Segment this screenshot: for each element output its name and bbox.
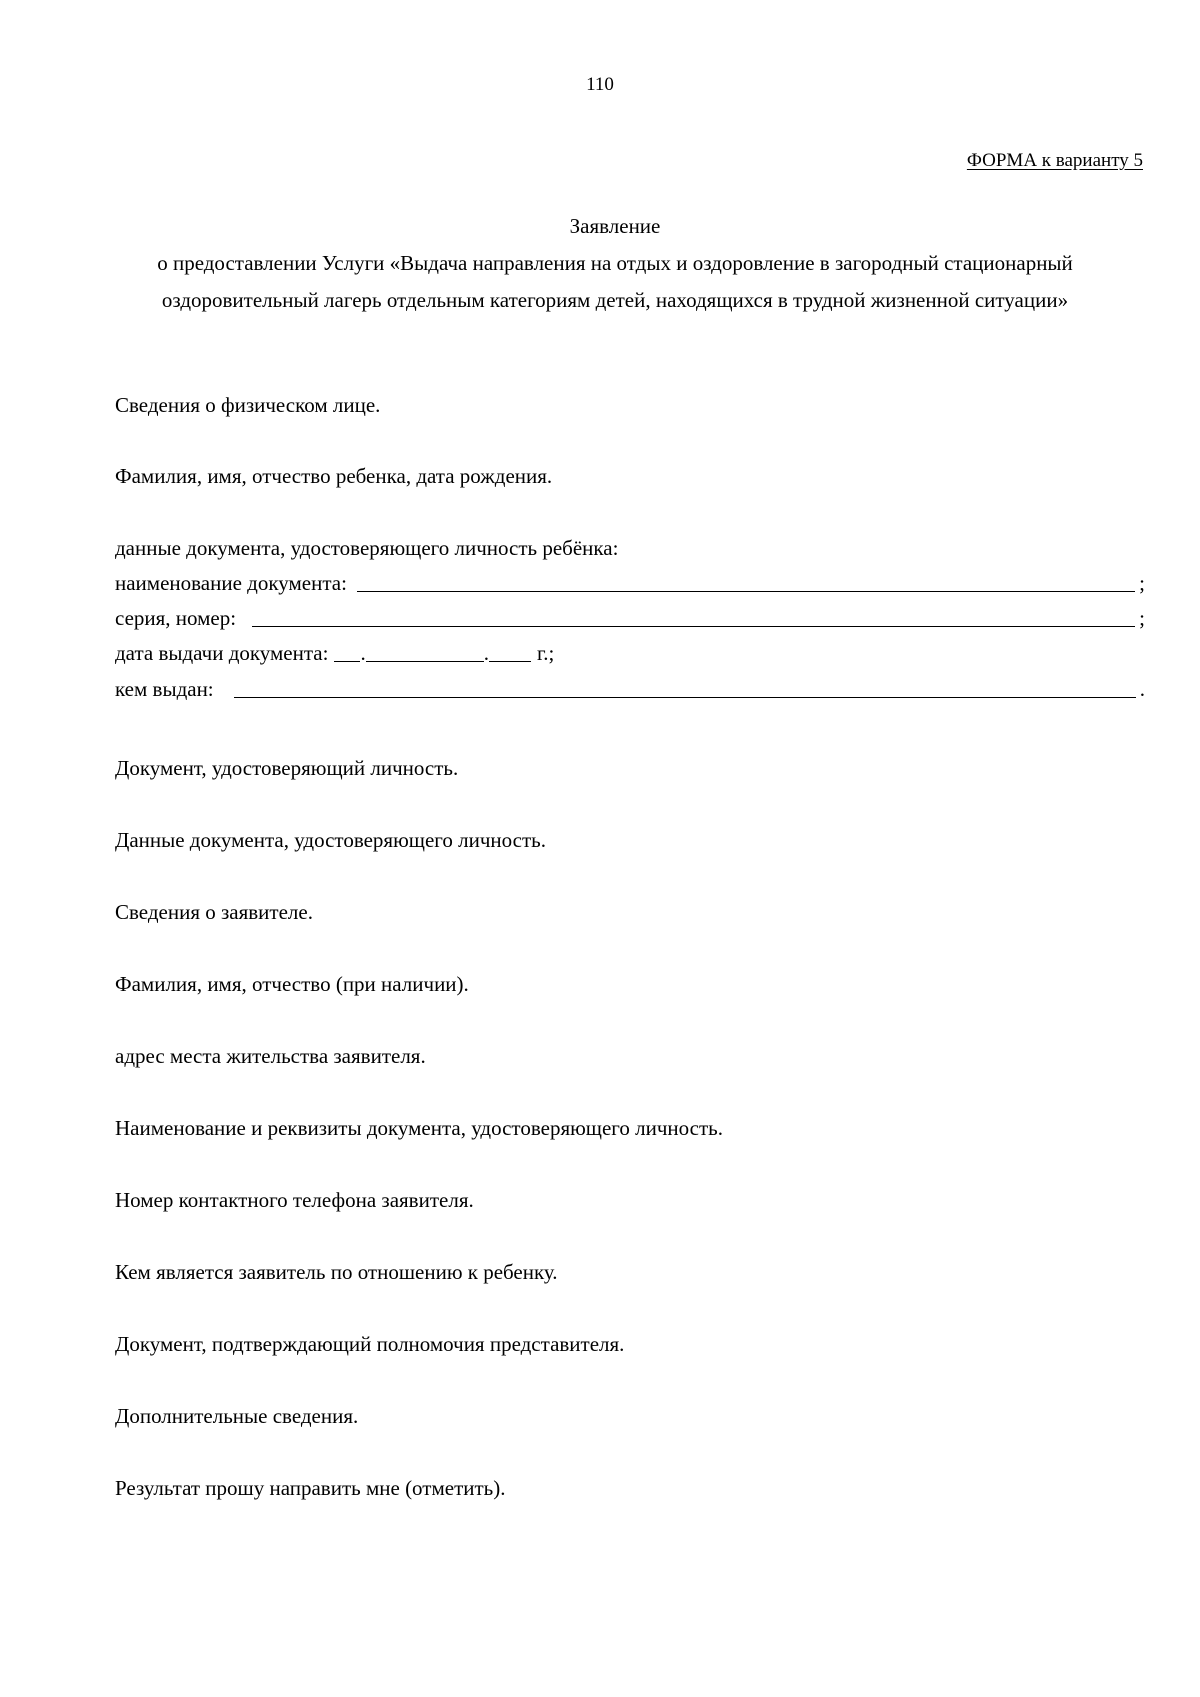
series-number-end: ; bbox=[1139, 606, 1145, 630]
issue-date-suffix: г.; bbox=[536, 641, 555, 665]
series-number-label: серия, номер: bbox=[115, 606, 237, 630]
issued-by-label: кем выдан: bbox=[115, 677, 214, 701]
applicant-address-label: адрес места жительства заявителя. bbox=[115, 1044, 426, 1068]
doc-name-field[interactable] bbox=[115, 570, 1145, 596]
issue-day-blank[interactable] bbox=[334, 641, 360, 662]
child-name-label: Фамилия, имя, отчество ребенка, дата рождения. bbox=[115, 464, 553, 488]
form-variant-label: ФОРМА к варианту 5 bbox=[966, 150, 1143, 171]
applicant-doc-label: Наименование и реквизиты документа, удостоверяющего личность. bbox=[115, 1116, 723, 1140]
identity-doc-label: Документ, удостоверяющий личность. bbox=[115, 756, 459, 780]
applicant-info-heading: Сведения о заявителе. bbox=[115, 900, 313, 924]
identity-doc-data-label: Данные документа, удостоверяющего личность. bbox=[115, 828, 546, 852]
series-number-field[interactable] bbox=[115, 605, 1145, 631]
authority-doc-label: Документ, подтверждающий полномочия представителя. bbox=[115, 1332, 625, 1356]
title-subtitle: о предоставлении Услуги «Выдача направления на отдых и оздоровление в загородный стационарный оздоровительный лагерь отдельным категориям детей, находящихся в трудной жизненной ситуации» bbox=[157, 251, 1073, 312]
issue-date-dot-1: . bbox=[360, 641, 366, 665]
page-number: 110 bbox=[586, 74, 614, 95]
issue-date-field[interactable] bbox=[115, 640, 554, 666]
issued-by-field[interactable] bbox=[115, 676, 1145, 702]
issue-date-dot-2: . bbox=[483, 641, 489, 665]
series-number-blank[interactable] bbox=[252, 606, 1135, 627]
relation-label: Кем является заявитель по отношению к ребенку. bbox=[115, 1260, 558, 1284]
title-main: Заявление bbox=[569, 214, 661, 238]
issue-month-blank[interactable] bbox=[366, 641, 484, 662]
document-title bbox=[115, 208, 1115, 319]
result-delivery-label: Результат прошу направить мне (отметить). bbox=[115, 1476, 506, 1500]
applicant-name-label: Фамилия, имя, отчество (при наличии). bbox=[115, 972, 469, 996]
doc-name-label: наименование документа: bbox=[115, 571, 347, 595]
issued-by-end: . bbox=[1139, 677, 1145, 701]
issued-by-blank[interactable] bbox=[234, 677, 1136, 698]
child-doc-heading: данные документа, удостоверяющего личность ребёнка: bbox=[115, 536, 619, 560]
person-info-heading: Сведения о физическом лице. bbox=[115, 393, 381, 417]
issue-year-blank[interactable] bbox=[489, 641, 531, 662]
additional-info-label: Дополнительные сведения. bbox=[115, 1404, 359, 1428]
applicant-phone-label: Номер контактного телефона заявителя. bbox=[115, 1188, 474, 1212]
doc-name-end: ; bbox=[1139, 571, 1145, 595]
issue-date-label: дата выдачи документа: bbox=[115, 641, 329, 665]
doc-name-blank[interactable] bbox=[357, 571, 1135, 592]
